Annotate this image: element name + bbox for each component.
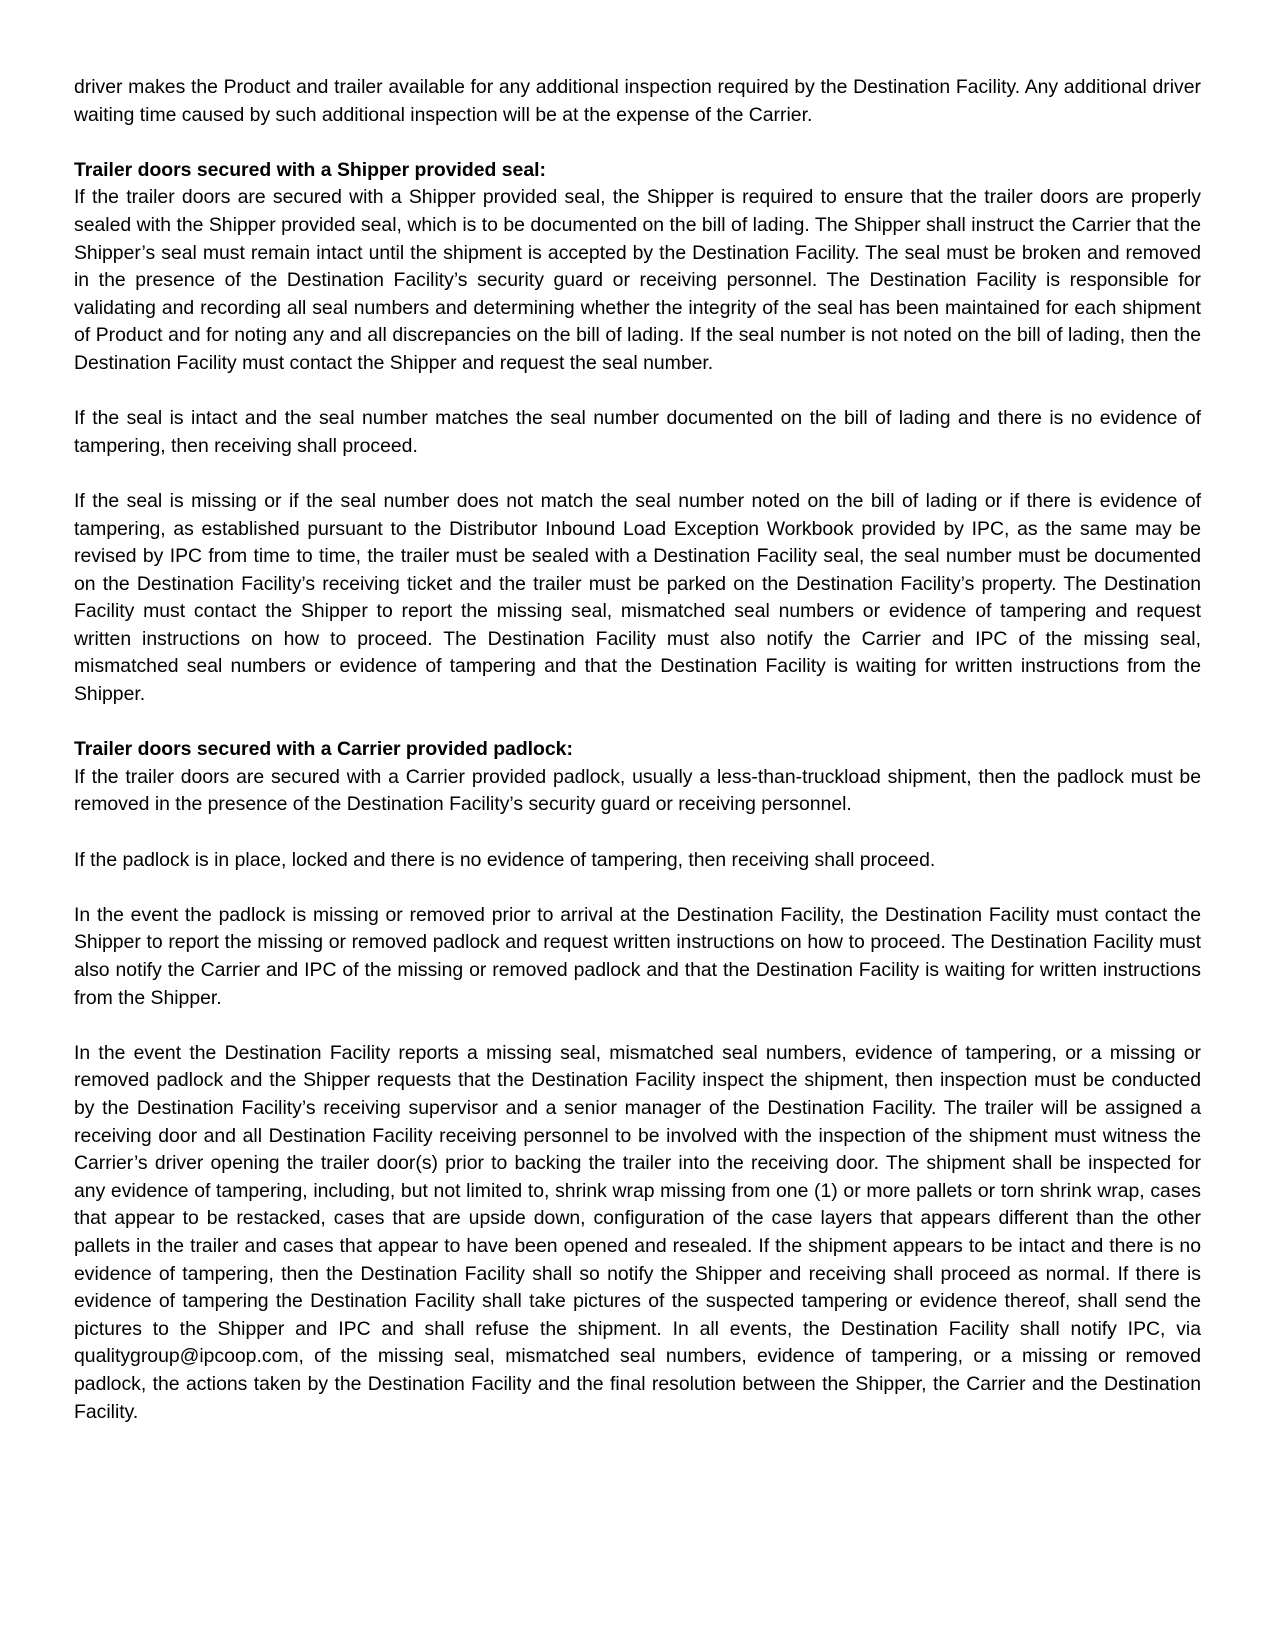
inspection-paragraph: In the event the Destination Facility reports a missing seal, mismatched seal numbers, evidence of tampering, or a missing or removed padlock and the Shipper requests that the Destination Facility inspect the shipment, then inspection must be conducted by the Destination Facility’s receiving supervisor and a senior manager of the Destination Facility. The trailer will be assigned a receiving door and all Destination Facility receiving personnel to be involved with the inspection of the shipment must witness the Carrier’s driver opening the trailer door(s) prior to backing the trailer into the receiving door. The shipment shall be inspected for any evidence of tampering, including, but not limited to, shrink wrap missing from one (1) or more pallets or torn shrink wrap, cases that appear to be restacked, cases that are upside down, configuration of the case layers that appears different than the other pallets in the trailer and cases that appear to have been opened and resealed. If the shipment appears to be intact and there is no evidence of tampering, then the Destination Facility shall so notify the Shipper and receiving shall proceed as normal. If there is evidence of tampering the Destination Facility shall take pictures of the suspected tampering or evidence thereof, shall send the pictures to the Shipper and IPC and shall refuse the shipment. In all events, the Destination Facility shall notify IPC, via qualitygroup@ipcoop.com, of the missing seal, mismatched seal numbers, evidence of tampering, or a missing or removed padlock, the actions taken by the Destination Facility and the final resolution between the Shipper, the Carrier and the Destination Facility.	[74, 1041, 1201, 1423]
padlock-paragraph-3: In the event the padlock is missing or removed prior to arrival at the Destination Facility, the Destination Facility must contact the Shipper to report the missing or removed padlock and request written instructions on how to proceed. The Destination Facility must also notify the Carrier and IPC of the missing or removed padlock and that the Destination Facility is waiting for written instructions from the Shipper.	[74, 903, 1201, 1009]
seal-paragraph-2: If the seal is intact and the seal number matches the seal number documented on the bill of lading and there is no evidence of tampering, then receiving shall proceed.	[74, 407, 1201, 457]
seal-section-heading: Trailer doors secured with a Shipper provided seal:	[74, 158, 546, 181]
seal-paragraph-3: If the seal is missing or if the seal number does not match the seal number noted on the bill of lading or if there is evidence of tampering, as established pursuant to the Distributor Inbound Load Exception Workbook provided by IPC, as the same may be revised by IPC from time to time, the trailer must be sealed with a Destination Facility seal, the seal number must be documented on the Destination Facility’s receiving ticket and the trailer must be parked on the Destination Facility’s property. The Destination Facility must contact the Shipper to report the missing seal, mismatched seal numbers or evidence of tampering and request written instructions on how to proceed. The Destination Facility must also notify the Carrier and IPC of the missing seal, mismatched seal numbers or evidence of tampering and that the Destination Facility is waiting for written instructions from the Shipper.	[74, 489, 1201, 706]
document-page	[74, 74, 1201, 1426]
intro-paragraph: driver makes the Product and trailer available for any additional inspection required by the Destination Facility. Any additional driver waiting time caused by such additional inspection will be at the expense of the Carrier.	[74, 76, 1201, 126]
padlock-paragraph-2: If the padlock is in place, locked and there is no evidence of tampering, then receiving shall proceed.	[74, 848, 936, 871]
padlock-paragraph-1: If the trailer doors are secured with a Carrier provided padlock, usually a less-than-truckload shipment, then the padlock must be removed in the presence of the Destination Facility’s security guard or receiving personnel.	[74, 765, 1201, 816]
padlock-section-heading: Trailer doors secured with a Carrier provided padlock:	[74, 738, 573, 761]
seal-paragraph-1: If the trailer doors are secured with a Shipper provided seal, the Shipper is required to ensure that the trailer doors are properly sealed with the Shipper provided seal, which is to be documented on the bill of lading. The Shipper shall instruct the Carrier that the Shipper’s seal must remain intact until the shipment is accepted by the Destination Facility. The seal must be broken and removed in the presence of the Destination Facility’s security guard or receiving personnel. The Destination Facility is responsible for validating and recording all seal numbers and determining whether the integrity of the seal has been maintained for each shipment of Product and for noting any and all discrepancies on the bill of lading. If the seal number is not noted on the bill of lading, then the Destination Facility must contact the Shipper and request the seal number.	[74, 186, 1201, 374]
